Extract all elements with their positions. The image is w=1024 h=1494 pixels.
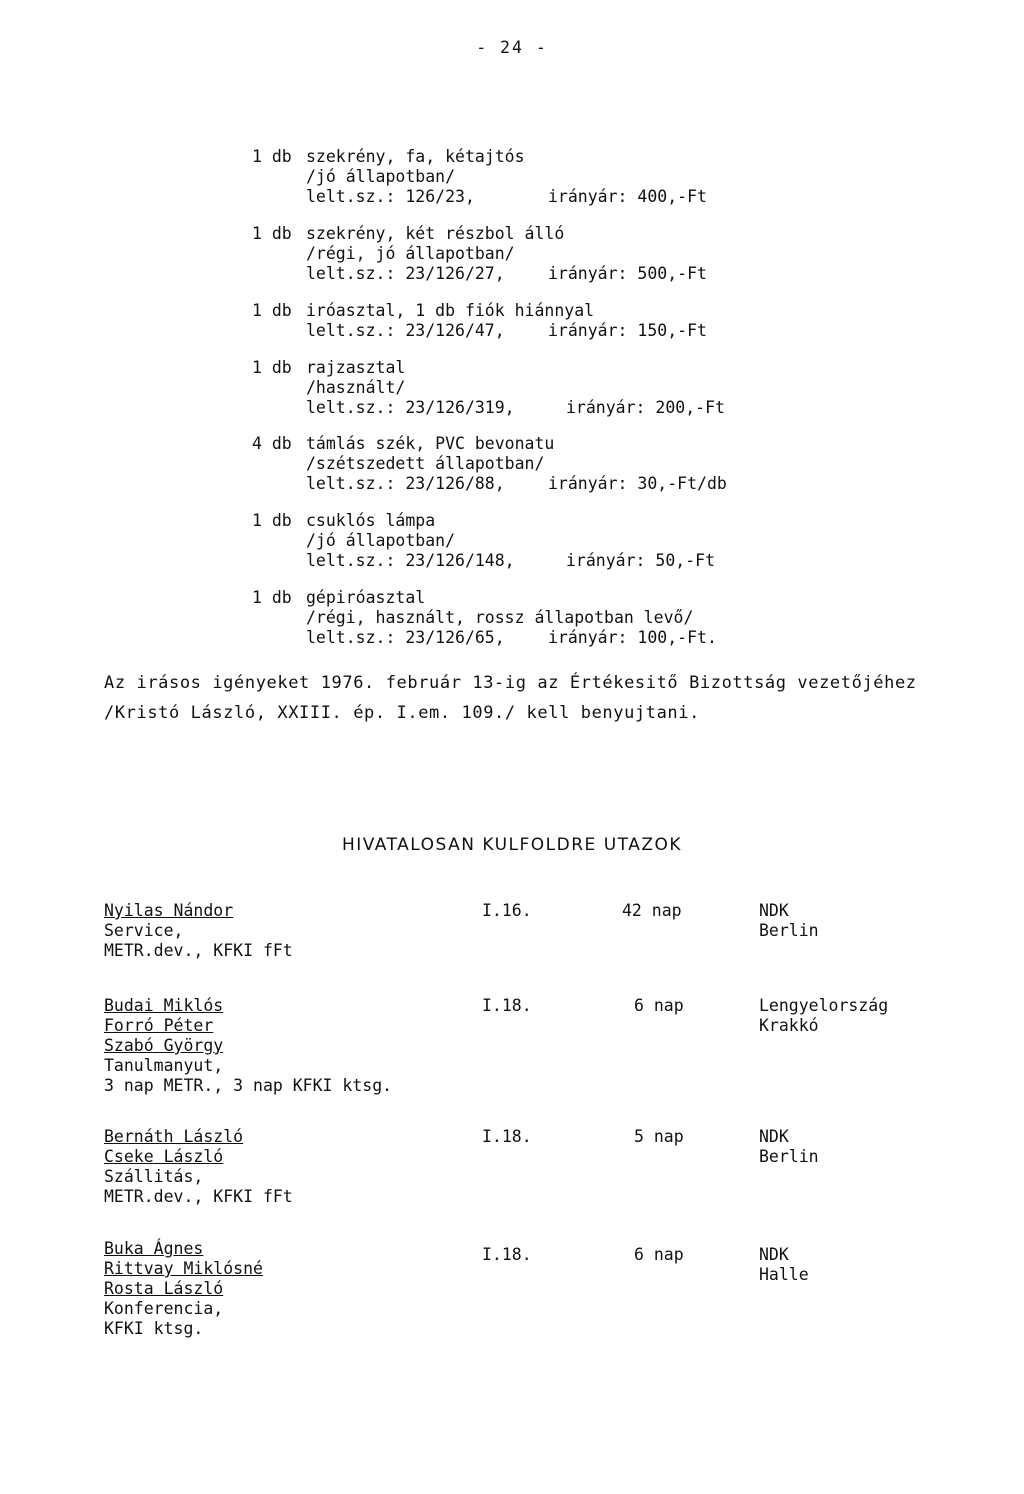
item-inventory-code: lelt.sz.: 23/126/27, bbox=[306, 264, 505, 283]
item-inventory-code: lelt.sz.: 23/126/47, bbox=[306, 321, 505, 340]
trip-city: Krakkó bbox=[759, 1016, 819, 1035]
section-title: HIVATALOSAN KULFOLDRE UTAZOK bbox=[341, 835, 683, 855]
trip-date: I.18. bbox=[482, 996, 532, 1015]
item-description: rajzasztal bbox=[306, 358, 406, 377]
item-condition: /szétszedett állapotban/ bbox=[306, 454, 545, 473]
trip-city: Berlin bbox=[759, 1147, 819, 1166]
trip-date: I.18. bbox=[482, 1127, 532, 1146]
trip-purpose: Szállitás, bbox=[104, 1167, 204, 1186]
trip-country: NDK bbox=[759, 1245, 789, 1264]
item-inventory-code: lelt.sz.: 23/126/65, bbox=[306, 628, 505, 647]
item-quantity: 1 db bbox=[252, 358, 292, 377]
trip-country: NDK bbox=[759, 1127, 789, 1146]
item-description: gépiróasztal bbox=[306, 588, 426, 607]
traveler-name: Buka Ágnes bbox=[104, 1239, 204, 1258]
trip-purpose: Service, bbox=[104, 921, 184, 940]
trip-purpose: Konferencia, bbox=[104, 1299, 224, 1318]
item-condition: /jó állapotban/ bbox=[306, 531, 456, 550]
page-number: - 24 - bbox=[476, 38, 548, 57]
trip-funding: METR.dev., KFKI fFt bbox=[104, 1187, 293, 1206]
item-condition: /régi, használt, rossz állapotban levő/ bbox=[306, 608, 694, 627]
item-condition: /használt/ bbox=[306, 378, 406, 397]
traveler-name: Rosta László bbox=[104, 1279, 224, 1298]
item-quantity: 1 db bbox=[252, 147, 292, 166]
traveler-name: Forró Péter bbox=[104, 1016, 214, 1035]
item-quantity: 1 db bbox=[252, 511, 292, 530]
item-inventory-code: lelt.sz.: 23/126/148, bbox=[306, 551, 515, 570]
item-condition: /jó állapotban/ bbox=[306, 167, 456, 186]
trip-duration: 42 nap bbox=[622, 901, 682, 920]
item-price: irányár: 500,-Ft bbox=[548, 264, 707, 283]
item-quantity: 1 db bbox=[252, 224, 292, 243]
item-inventory-code: lelt.sz.: 23/126/319, bbox=[306, 398, 515, 417]
item-description: támlás szék, PVC bevonatu bbox=[306, 434, 555, 453]
traveler-name: Budai Miklós bbox=[104, 996, 224, 1015]
trip-duration: 6 nap bbox=[634, 1245, 684, 1264]
item-inventory-code: lelt.sz.: 23/126/88, bbox=[306, 474, 505, 493]
trip-country: Lengyelország bbox=[759, 996, 889, 1015]
item-condition: /régi, jó állapotban/ bbox=[306, 244, 515, 263]
item-quantity: 4 db bbox=[252, 434, 292, 453]
trip-date: I.18. bbox=[482, 1245, 532, 1264]
item-description: szekrény, fa, kétajtós bbox=[306, 147, 525, 166]
trip-duration: 5 nap bbox=[634, 1127, 684, 1146]
item-quantity: 1 db bbox=[252, 301, 292, 320]
trip-date: I.16. bbox=[482, 901, 532, 920]
trip-duration: 6 nap bbox=[634, 996, 684, 1015]
trip-funding: METR.dev., KFKI fFt bbox=[104, 941, 293, 960]
traveler-name: Cseke László bbox=[104, 1147, 224, 1166]
trip-city: Halle bbox=[759, 1265, 809, 1284]
trip-country: NDK bbox=[759, 901, 789, 920]
item-quantity: 1 db bbox=[252, 588, 292, 607]
item-description: csuklós lámpa bbox=[306, 511, 436, 530]
traveler-name: Bernáth László bbox=[104, 1127, 244, 1146]
item-description: iróasztal, 1 db fiók hiánnyal bbox=[306, 301, 595, 320]
item-price: irányár: 30,-Ft/db bbox=[548, 474, 727, 493]
item-description: szekrény, két részbol álló bbox=[306, 224, 565, 243]
traveler-name: Nyilas Nándor bbox=[104, 901, 234, 920]
trip-city: Berlin bbox=[759, 921, 819, 940]
item-price: irányár: 200,-Ft bbox=[566, 398, 725, 417]
item-price: irányár: 400,-Ft bbox=[548, 187, 707, 206]
item-price: irányár: 50,-Ft bbox=[566, 551, 716, 570]
notice-line: Az irásos igényeket 1976. február 13-ig az Értékesitő Bizottság vezetőjéhez bbox=[104, 673, 917, 693]
trip-funding: KFKI ktsg. bbox=[104, 1319, 204, 1338]
trip-funding: 3 nap METR., 3 nap KFKI ktsg. bbox=[104, 1076, 393, 1095]
item-price: irányár: 150,-Ft bbox=[548, 321, 707, 340]
traveler-name: Szabó György bbox=[104, 1036, 224, 1055]
trip-purpose: Tanulmanyut, bbox=[104, 1056, 224, 1075]
item-price: irányár: 100,-Ft. bbox=[548, 628, 717, 647]
notice-line: /Kristó László, XXIII. ép. I.em. 109./ kell benyujtani. bbox=[104, 703, 700, 723]
traveler-name: Rittvay Miklósné bbox=[104, 1259, 263, 1278]
item-inventory-code: lelt.sz.: 126/23, bbox=[306, 187, 475, 206]
